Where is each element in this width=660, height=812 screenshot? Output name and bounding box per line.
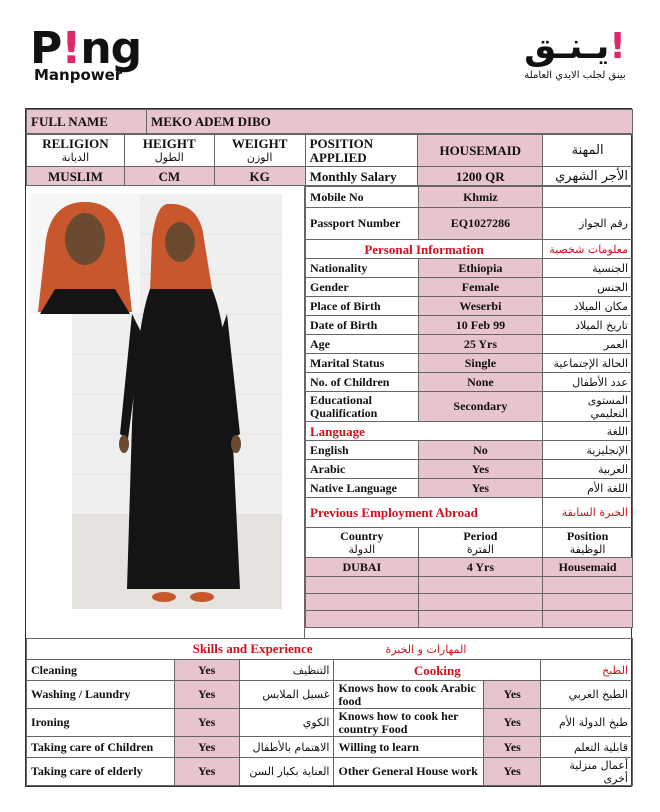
- laundry-value: Yes: [174, 681, 239, 709]
- employment-empty-cell: [543, 611, 633, 628]
- house-work-ar: أعمال منزلية أخرى: [541, 758, 633, 786]
- skills-table: [26, 638, 633, 786]
- full-name-value: MEKO ADEM DIBO: [147, 110, 633, 134]
- age-ar: العمر: [543, 335, 633, 354]
- dob-ar: تاريخ الميلاد: [543, 316, 633, 335]
- gender-label: Gender: [306, 278, 419, 297]
- gender-ar: الجنس: [543, 278, 633, 297]
- photo-area: [26, 186, 305, 638]
- skills-heading: [27, 639, 633, 660]
- skills-heading-en: Skills and Experience: [192, 641, 313, 656]
- country-food-value: Yes: [484, 709, 541, 737]
- arabic-food-ar: الطبخ العربي: [541, 681, 633, 709]
- passport-ar: رقم الجواز: [543, 208, 633, 240]
- gender-value: Female: [418, 278, 543, 297]
- arabic-logo-subtitle: بينق لجلب الايدي العاملة: [524, 70, 626, 81]
- portrait-photo: [30, 194, 140, 314]
- children-care-value: Yes: [174, 737, 239, 758]
- country-food-label: Knows how to cook her country Food: [334, 709, 484, 737]
- marital-value: Single: [418, 354, 543, 373]
- cleaning-ar: التنظيف: [239, 660, 334, 681]
- country-header: Country الدولة: [306, 528, 419, 558]
- mobile-label: Mobile No: [306, 187, 419, 208]
- period-header: Period الفترة: [418, 528, 543, 558]
- salary-label: Monthly Salary: [305, 167, 418, 186]
- children-label: No. of Children: [306, 373, 419, 392]
- native-language-value: Yes: [418, 479, 543, 498]
- english-value: No: [418, 441, 543, 460]
- house-work-label: Other General House work: [334, 758, 484, 786]
- nationality-label: Nationality: [306, 259, 419, 278]
- marital-label: Marital Status: [306, 354, 419, 373]
- marital-ar: الحالة الإجتماعية: [543, 354, 633, 373]
- passport-label: Passport Number: [306, 208, 419, 240]
- ironing-value: Yes: [174, 709, 239, 737]
- employment-empty-cell: [306, 594, 419, 611]
- arabic-logo: [520, 26, 630, 90]
- laundry-label: Washing / Laundry: [27, 681, 175, 709]
- arabic-value: Yes: [418, 460, 543, 479]
- position-ar: المهنة: [543, 135, 633, 167]
- arabic-label: Arabic: [306, 460, 419, 479]
- logo-wordmark: P!ng: [30, 23, 142, 74]
- salary-ar: الأجر الشهري: [543, 167, 633, 186]
- skills-heading-ar: المهارات و الخبرة: [385, 643, 467, 656]
- birthplace-ar: مكان الميلاد: [543, 297, 633, 316]
- employment-period: 4 Yrs: [418, 558, 543, 577]
- birthplace-value: Weserbi: [418, 297, 543, 316]
- weight-header: WEIGHT الوزن: [214, 135, 305, 167]
- english-label: English: [306, 441, 419, 460]
- personal-section: [26, 186, 633, 638]
- position-label: POSITION APPLIED: [305, 135, 418, 167]
- height-header: HEIGHT الطول: [124, 135, 214, 167]
- full-name-label: FULL NAME: [27, 110, 147, 134]
- personal-info-heading: Personal Information: [306, 240, 543, 259]
- english-ar: الإنجليزية: [543, 441, 633, 460]
- mobile-ar: [543, 187, 633, 208]
- position-header: Position الوظيفة: [543, 528, 633, 558]
- arabic-ar: العربية: [543, 460, 633, 479]
- native-language-ar: اللغة الأم: [543, 479, 633, 498]
- laundry-ar: غسيل الملابس: [239, 681, 334, 709]
- ironing-ar: الكوي: [239, 709, 334, 737]
- personal-info-heading-ar: معلومات شخصية: [543, 240, 633, 259]
- children-value: None: [418, 373, 543, 392]
- willing-learn-ar: قابلية التعلم: [541, 737, 633, 758]
- language-heading-ar: اللغة: [543, 422, 633, 441]
- basic-info-table: [26, 134, 633, 186]
- employment-position: Housemaid: [543, 558, 633, 577]
- weight-value: KG: [214, 167, 305, 186]
- ironing-label: Ironing: [27, 709, 175, 737]
- education-value: Secondary: [418, 392, 543, 422]
- willing-learn-value: Yes: [484, 737, 541, 758]
- arabic-food-label: Knows how to cook Arabic food: [334, 681, 484, 709]
- employment-empty-cell: [418, 611, 543, 628]
- employment-empty-cell: [543, 577, 633, 594]
- religion-header: RELIGION الديانة: [27, 135, 125, 167]
- ping-logo: [30, 23, 142, 86]
- mobile-value: Khmiz: [418, 187, 543, 208]
- cleaning-value: Yes: [174, 660, 239, 681]
- employment-empty-cell: [306, 577, 419, 594]
- employment-empty-cell: [418, 577, 543, 594]
- passport-value: EQ1027286: [418, 208, 543, 240]
- age-value: 25 Yrs: [418, 335, 543, 354]
- native-language-label: Native Language: [306, 479, 419, 498]
- country-food-ar: طبخ الدولة الأم: [541, 709, 633, 737]
- salary-value: 1200 QR: [418, 167, 543, 186]
- employment-empty-cell: [418, 594, 543, 611]
- logo-subtitle: Manpower: [34, 66, 123, 84]
- elderly-care-value: Yes: [174, 758, 239, 786]
- education-label: Educational Qualification: [306, 392, 419, 422]
- employment-empty-cell: [543, 594, 633, 611]
- arabic-food-value: Yes: [484, 681, 541, 709]
- arabic-logo-wordmark: !يـنـق: [524, 26, 626, 67]
- religion-value: MUSLIM: [27, 167, 125, 186]
- birthplace-label: Place of Birth: [306, 297, 419, 316]
- employment-country: DUBAI: [306, 558, 419, 577]
- cleaning-label: Cleaning: [27, 660, 175, 681]
- nationality-ar: الجنسية: [543, 259, 633, 278]
- children-ar: عدد الأطفال: [543, 373, 633, 392]
- language-heading: Language: [306, 422, 543, 441]
- elderly-care-label: Taking care of elderly: [27, 758, 175, 786]
- children-care-label: Taking care of Children: [27, 737, 175, 758]
- dob-value: 10 Feb 99: [418, 316, 543, 335]
- cooking-heading: Cooking: [334, 660, 541, 681]
- employment-heading-ar: الخبرة السابقة: [543, 498, 633, 528]
- dob-label: Date of Birth: [306, 316, 419, 335]
- education-ar: المستوى التعليمي: [543, 392, 633, 422]
- willing-learn-label: Willing to learn: [334, 737, 484, 758]
- house-work-value: Yes: [484, 758, 541, 786]
- height-value: CM: [124, 167, 214, 186]
- children-care-ar: الاهتمام بالأطفال: [239, 737, 334, 758]
- cv-sheet: [25, 108, 632, 787]
- name-table: [26, 109, 633, 134]
- elderly-care-ar: العناية بكبار السن: [239, 758, 334, 786]
- employment-empty-cell: [306, 611, 419, 628]
- age-label: Age: [306, 335, 419, 354]
- nationality-value: Ethiopia: [418, 259, 543, 278]
- position-value: HOUSEMAID: [418, 135, 543, 167]
- employment-heading: Previous Employment Abroad: [306, 498, 543, 528]
- cooking-heading-ar: الطبخ: [541, 660, 633, 681]
- personal-info-table: [305, 186, 633, 628]
